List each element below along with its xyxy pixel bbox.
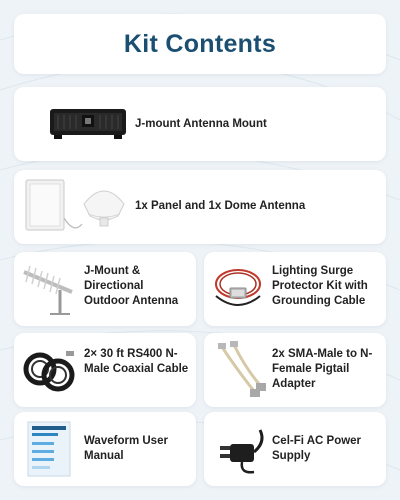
title-card	[14, 14, 386, 74]
kit-item-directional-antenna	[14, 252, 196, 326]
coaxial-cable-icon	[22, 343, 78, 399]
kit-item-label: Cel-Fi AC Power Supply	[272, 435, 362, 462]
j-mount-icon	[48, 105, 128, 141]
kit-item-label: Waveform User Manual	[84, 435, 168, 462]
directional-antenna-icon	[20, 260, 78, 318]
kit-item-label: 2x SMA-Male to N-Female Pigtail Adapter	[272, 348, 373, 390]
kit-item-user-manual	[14, 412, 196, 486]
kit-item-panel-dome	[14, 170, 386, 244]
kit-item-pigtail-adapter	[204, 333, 386, 407]
user-manual-icon	[26, 420, 72, 478]
kit-item-label: 2× 30 ft RS400 N-Male Coaxial Cable	[84, 348, 189, 375]
kit-item-coaxial-cable	[14, 333, 196, 407]
kit-item-label: Lighting Surge Protector Kit with Grounding Cable	[272, 265, 368, 307]
power-supply-icon	[210, 422, 268, 478]
panel-dome-antenna-icon	[22, 174, 132, 240]
kit-item-power-supply	[204, 412, 386, 486]
kit-item-label: 1x Panel and 1x Dome Antenna	[135, 200, 306, 212]
pigtail-adapter-icon	[212, 341, 268, 399]
page-title: Kit Contents	[123, 29, 277, 58]
kit-item-j-mount	[14, 87, 386, 161]
surge-protector-icon	[210, 260, 268, 318]
kit-item-label: J-Mount & Directional Outdoor Antenna	[84, 265, 179, 307]
kit-item-label: J-mount Antenna Mount	[135, 118, 267, 130]
kit-item-surge-protector	[204, 252, 386, 326]
